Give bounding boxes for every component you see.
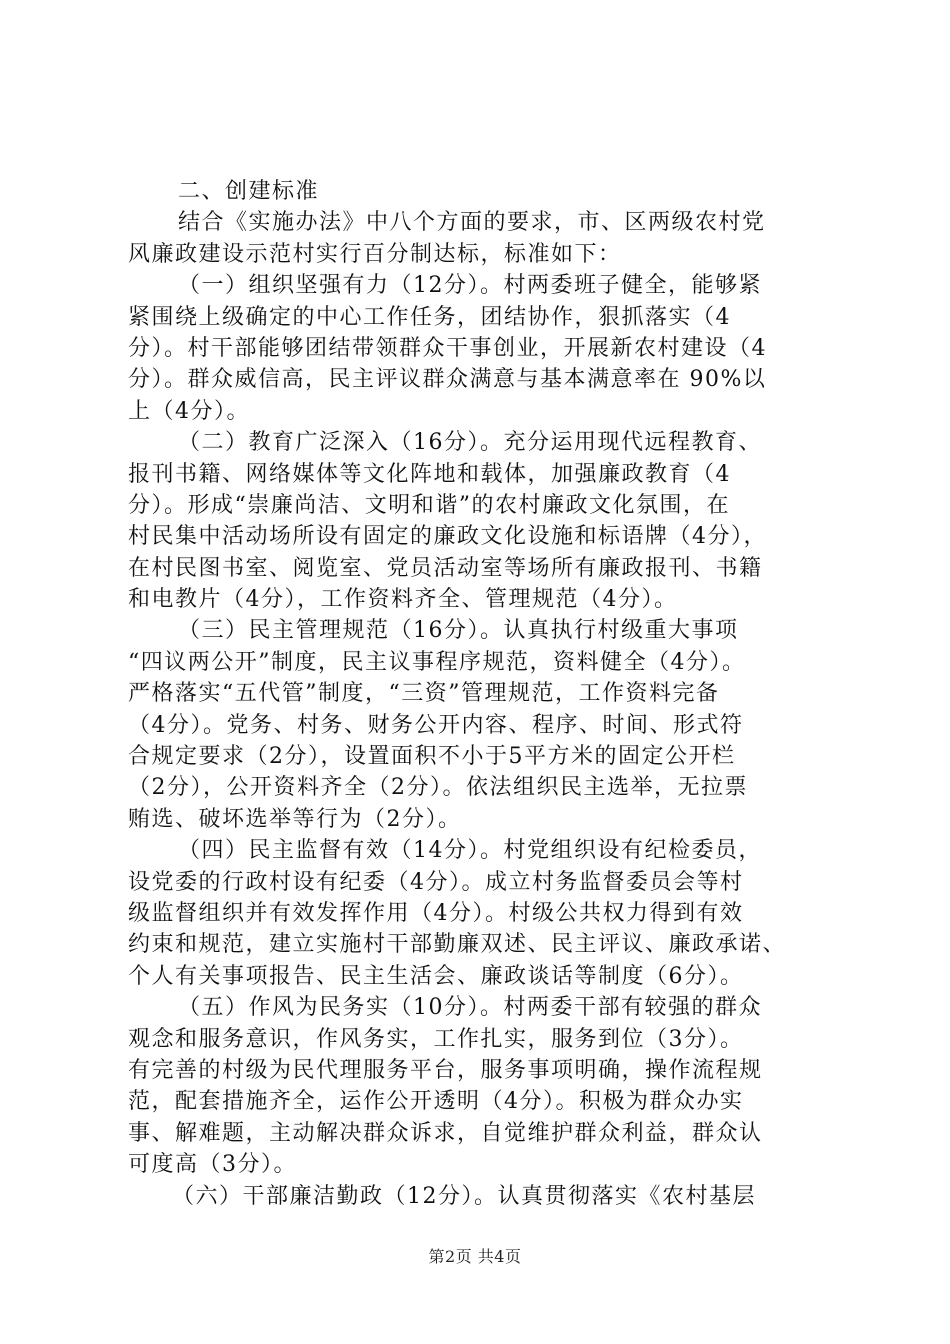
paragraph-line: 紧围绕上级确定的中心工作任务，团结协作，狠抓落实（4 (128, 304, 731, 330)
paragraph-line: 个人有关事项报告、民主生活会、廉政谈话等制度（6分）。 (128, 963, 744, 989)
paragraph-line: 事、解难题，主动解决群众诉求，自觉维护群众利益，群众认 (128, 1120, 763, 1146)
paragraph-line: （四）民主监督有效（14分）。村党组织设有纪检委员， (178, 838, 762, 864)
paragraph-line: 有完善的村级为民代理服务平台，服务事项明确，操作流程规 (128, 1057, 763, 1083)
paragraph-line: 观念和服务意识，作风务实，工作扎实，服务到位（3分）。 (128, 1026, 744, 1052)
paragraph-line: 级监督组织并有效发挥作用（4分）。村级公共权力得到有效 (128, 900, 744, 926)
paragraph-line: （一）组织坚强有力（12分）。村两委班子健全，能够紧 (178, 273, 762, 299)
section-heading: 二、创建标准 (178, 179, 320, 204)
paragraph-line: （2分），公开资料齐全（2分）。依法组织民主选举，无拉票 (128, 775, 748, 801)
document-body (128, 176, 828, 1212)
paragraph-line: 和电教片（4分），工作资料齐全、管理规范（4分）。 (128, 587, 678, 613)
paragraph-line: 结合《实施办法》中八个方面的要求，市、区两级农村党 (178, 210, 766, 236)
paragraph-line: （二）教育广泛深入（16分）。充分运用现代远程教育、 (178, 430, 762, 456)
paragraph-line: 上（4分）。 (128, 398, 250, 424)
paragraph-line: 分）。村干部能够团结带领群众干事创业，开展新农村建设（4 (128, 335, 767, 361)
paragraph-line: 可度高（3分）。 (128, 1152, 297, 1178)
paragraph-line: 村民集中活动场所设有固定的廉政文化设施和标语牌（4分）， (128, 524, 767, 550)
paragraph-line: 在村民图书室、阅览室、党员活动室等场所有廉政报刊、书籍 (128, 555, 763, 581)
paragraph-line: 分）。群众威信高，民主评议群众满意与基本满意率在 90%以 (128, 367, 767, 393)
paragraph-line: 范，配套措施齐全，运作公开透明（4分）。积极为群众办实 (128, 1089, 744, 1115)
paragraph-line: 报刊书籍、网络媒体等文化阵地和载体，加强廉政教育（4 (128, 461, 731, 487)
paragraph-line: （五）作风为民务实（10分）。村两委干部有较强的群众 (178, 995, 762, 1021)
paragraph-line: 严格落实“五代管”制度，“三资”管理规范，工作资料完备 (128, 681, 720, 707)
paragraph-line: 风廉政建设示范村实行百分制达标，标准如下： (128, 241, 622, 267)
paragraph-line: “四议两公开”制度，民主议事程序规范，资料健全（4分）。 (128, 649, 746, 675)
paragraph-line: 约束和规范，建立实施村干部勤廉双述、民主评议、廉政承诺、 (128, 932, 787, 958)
paragraph-line: 合规定要求（2分），设置面积不小于5平方米的固定公开栏 (128, 744, 736, 770)
paragraph-line: 设党委的行政村设有纪委（4分）。成立村务监督委员会等村 (128, 869, 744, 895)
page-number-footer: 第2页 共4页 (428, 1247, 522, 1266)
paragraph-line: （三）民主管理规范（16分）。认真执行村级重大事项 (178, 618, 739, 644)
paragraph-line: 分）。形成“崇廉尚洁、文明和谐”的农村廉政文化氛围，在 (128, 492, 730, 518)
paragraph-line: （六）干部廉洁勤政（12分）。认真贯彻落实《农村基层 (172, 1183, 756, 1209)
paragraph-line: 贿选、破坏选举等行为（2分）。 (128, 806, 462, 832)
paragraph-line: （4分）。党务、村务、财务公开内容、程序、时间、形式符 (128, 712, 744, 738)
